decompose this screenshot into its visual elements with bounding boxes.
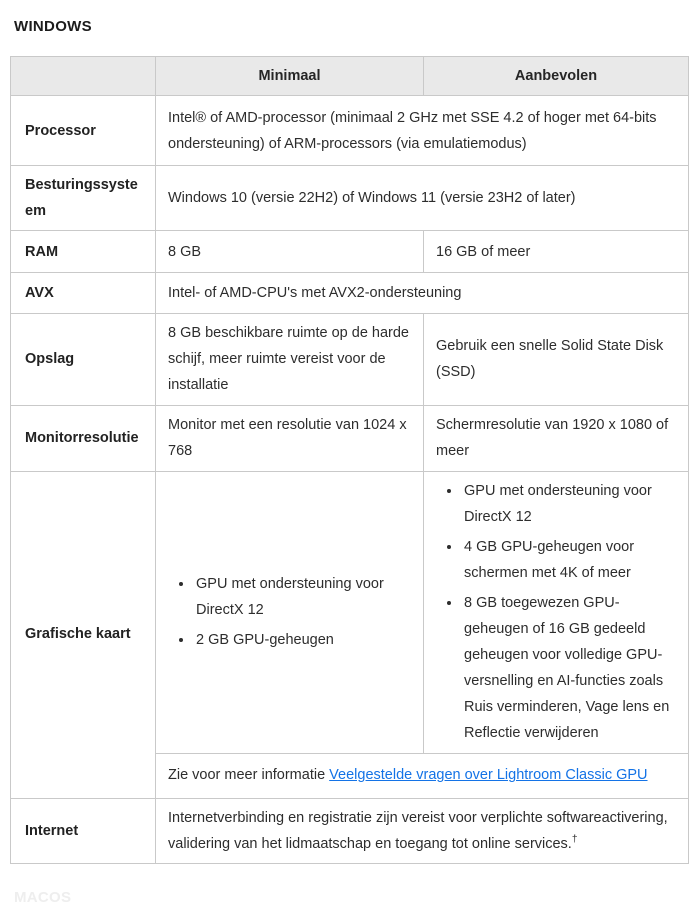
gpu-minimal-cell <box>156 471 424 753</box>
table-row-processor <box>11 96 689 166</box>
gpu-recommended-item: • GPU met ondersteuning voor DirectX 12 <box>462 478 676 530</box>
ram-recommended-value: 16 GB of meer <box>424 231 689 273</box>
internet-value-cell <box>156 798 689 863</box>
gpu-info-cell <box>156 753 689 798</box>
table-row-gpu <box>11 471 689 753</box>
row-label-os: Besturingssysteem <box>11 166 156 231</box>
row-label-ram: RAM <box>11 231 156 273</box>
corner-header-cell <box>11 57 156 96</box>
table-row-storage <box>11 314 689 405</box>
row-label-avx: AVX <box>11 273 156 314</box>
row-label-gpu: Grafische kaart <box>11 471 156 798</box>
gpu-faq-link[interactable]: Veelgestelde vragen over Lightroom Classic GPU <box>329 767 648 784</box>
monitor-recommended-value: Schermresolutie van 1920 x 1080 of meer <box>424 405 689 471</box>
gpu-recommended-item: • 4 GB GPU-geheugen voor schermen met 4K of meer <box>462 534 676 586</box>
requirements-table <box>10 56 689 864</box>
table-header-row <box>11 57 689 96</box>
internet-footnote-mark: † <box>571 833 578 845</box>
gpu-recommended-cell <box>424 471 689 753</box>
table-row-avx <box>11 273 689 314</box>
table-row-monitor <box>11 405 689 471</box>
gpu-recommended-list <box>436 478 676 747</box>
table-row-ram <box>11 231 689 273</box>
gpu-minimal-item: • GPU met ondersteuning voor DirectX 12 <box>194 571 411 623</box>
ram-minimal-value: 8 GB <box>156 231 424 273</box>
gpu-recommended-item: • 8 GB toegewezen GPU-geheugen of 16 GB gedeeld geheugen voor volledige GPU-versnelling en AI-functies zoals Ruis verminderen, Vage lens en Reflectie verwijderen <box>462 590 676 747</box>
row-label-internet: Internet <box>11 798 156 863</box>
storage-recommended-value: Gebruik een snelle Solid State Disk (SSD) <box>424 314 689 405</box>
row-label-storage: Opslag <box>11 314 156 405</box>
column-header-minimal: Minimaal <box>156 57 424 96</box>
monitor-minimal-value: Monitor met een resolutie van 1024 x 768 <box>156 405 424 471</box>
table-row-os <box>11 166 689 231</box>
avx-value: Intel- of AMD-CPU's met AVX2-ondersteuning <box>156 273 689 314</box>
os-value: Windows 10 (versie 22H2) of Windows 11 (versie 23H2 of later) <box>156 166 689 231</box>
table-row-internet <box>11 798 689 863</box>
row-label-monitor: Monitorresolutie <box>11 405 156 471</box>
gpu-info-prefix: Zie voor meer informatie <box>168 767 330 784</box>
internet-value: Internetverbinding en registratie zijn vereist voor verplichte softwareactivering, validering van het lidmaatschap en toegang tot online services. <box>168 809 668 852</box>
next-section-title: MACOS <box>14 888 72 906</box>
row-label-processor: Processor <box>11 96 156 166</box>
processor-value: Intel® of AMD-processor (minimaal 2 GHz met SSE 4.2 of hoger met 64-bits ondersteuning) of ARM-processors (via emulatiemodus) <box>156 96 689 166</box>
storage-minimal-value: 8 GB beschikbare ruimte op de harde schijf, meer ruimte vereist voor de installatie <box>156 314 424 405</box>
gpu-minimal-list <box>168 571 411 653</box>
gpu-minimal-item: • 2 GB GPU-geheugen <box>194 627 411 653</box>
column-header-recommended: Aanbevolen <box>424 57 689 96</box>
section-title: WINDOWS <box>14 18 92 35</box>
system-requirements-page <box>0 18 700 906</box>
